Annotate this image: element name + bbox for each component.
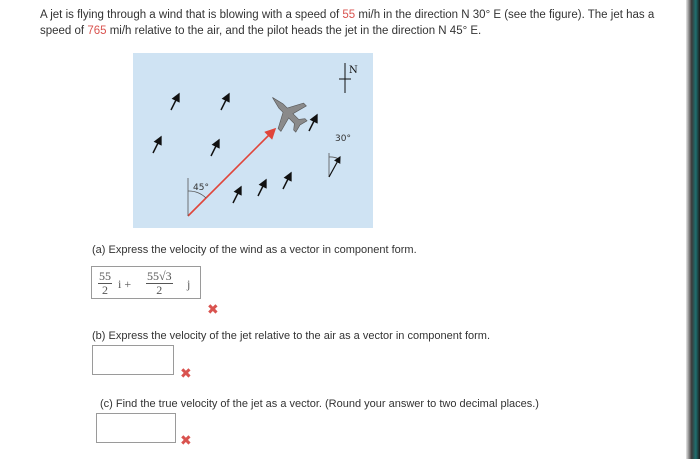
wind-jet-figure	[133, 53, 373, 228]
north-label: N	[349, 65, 358, 76]
part-b-question: (b) Express the velocity of the jet relative to the air as a vector in component form.	[92, 330, 491, 342]
jet-speed-value: 765	[87, 25, 107, 37]
wind-x-fraction	[98, 270, 112, 297]
problem-text-1: A jet is flying through a wind that is blowing with a speed of	[40, 9, 343, 21]
part-a-answer-field[interactable]	[91, 266, 201, 299]
part-a-question: (a) Express the velocity of the wind as a vector in component form.	[92, 244, 417, 256]
wind-x-denominator: 2	[102, 283, 108, 297]
part-b-incorrect-icon: ✖	[180, 366, 192, 382]
wind-x-numerator: 55	[99, 269, 111, 283]
wind-angle-label: 30°	[335, 134, 351, 144]
wind-y-denominator: 2	[156, 283, 163, 297]
part-c-question: (c) Find the true velocity of the jet as a vector. (Round your answer to two decimal places.)	[100, 398, 539, 410]
window-edge	[686, 0, 700, 459]
j-unit-label: j	[187, 277, 191, 291]
wind-y-numerator: 55√3	[147, 269, 172, 283]
wind-angle-arc	[329, 157, 339, 159]
part-c-answer-field[interactable]	[96, 413, 176, 443]
part-c-incorrect-icon: ✖	[180, 433, 192, 449]
part-a-incorrect-icon: ✖	[207, 302, 219, 318]
problem-statement	[40, 7, 680, 39]
jet-angle-label: 45°	[193, 183, 209, 193]
problem-text-3: mi/h relative to the air, and the pilot heads the jet in the direction N 45° E.	[106, 25, 482, 37]
part-b-answer-field[interactable]	[92, 345, 174, 375]
wind-y-fraction	[146, 270, 173, 297]
jet-vector	[188, 129, 275, 216]
figure-drawing	[133, 53, 373, 228]
jet-icon	[260, 85, 314, 139]
i-unit-label: i +	[118, 277, 132, 291]
wind-speed-value: 55	[342, 9, 356, 21]
wind-vector	[329, 157, 340, 177]
problem-text-2: mi/h in the direction N 30° E (see the figure). The jet has a speed of	[40, 9, 655, 37]
